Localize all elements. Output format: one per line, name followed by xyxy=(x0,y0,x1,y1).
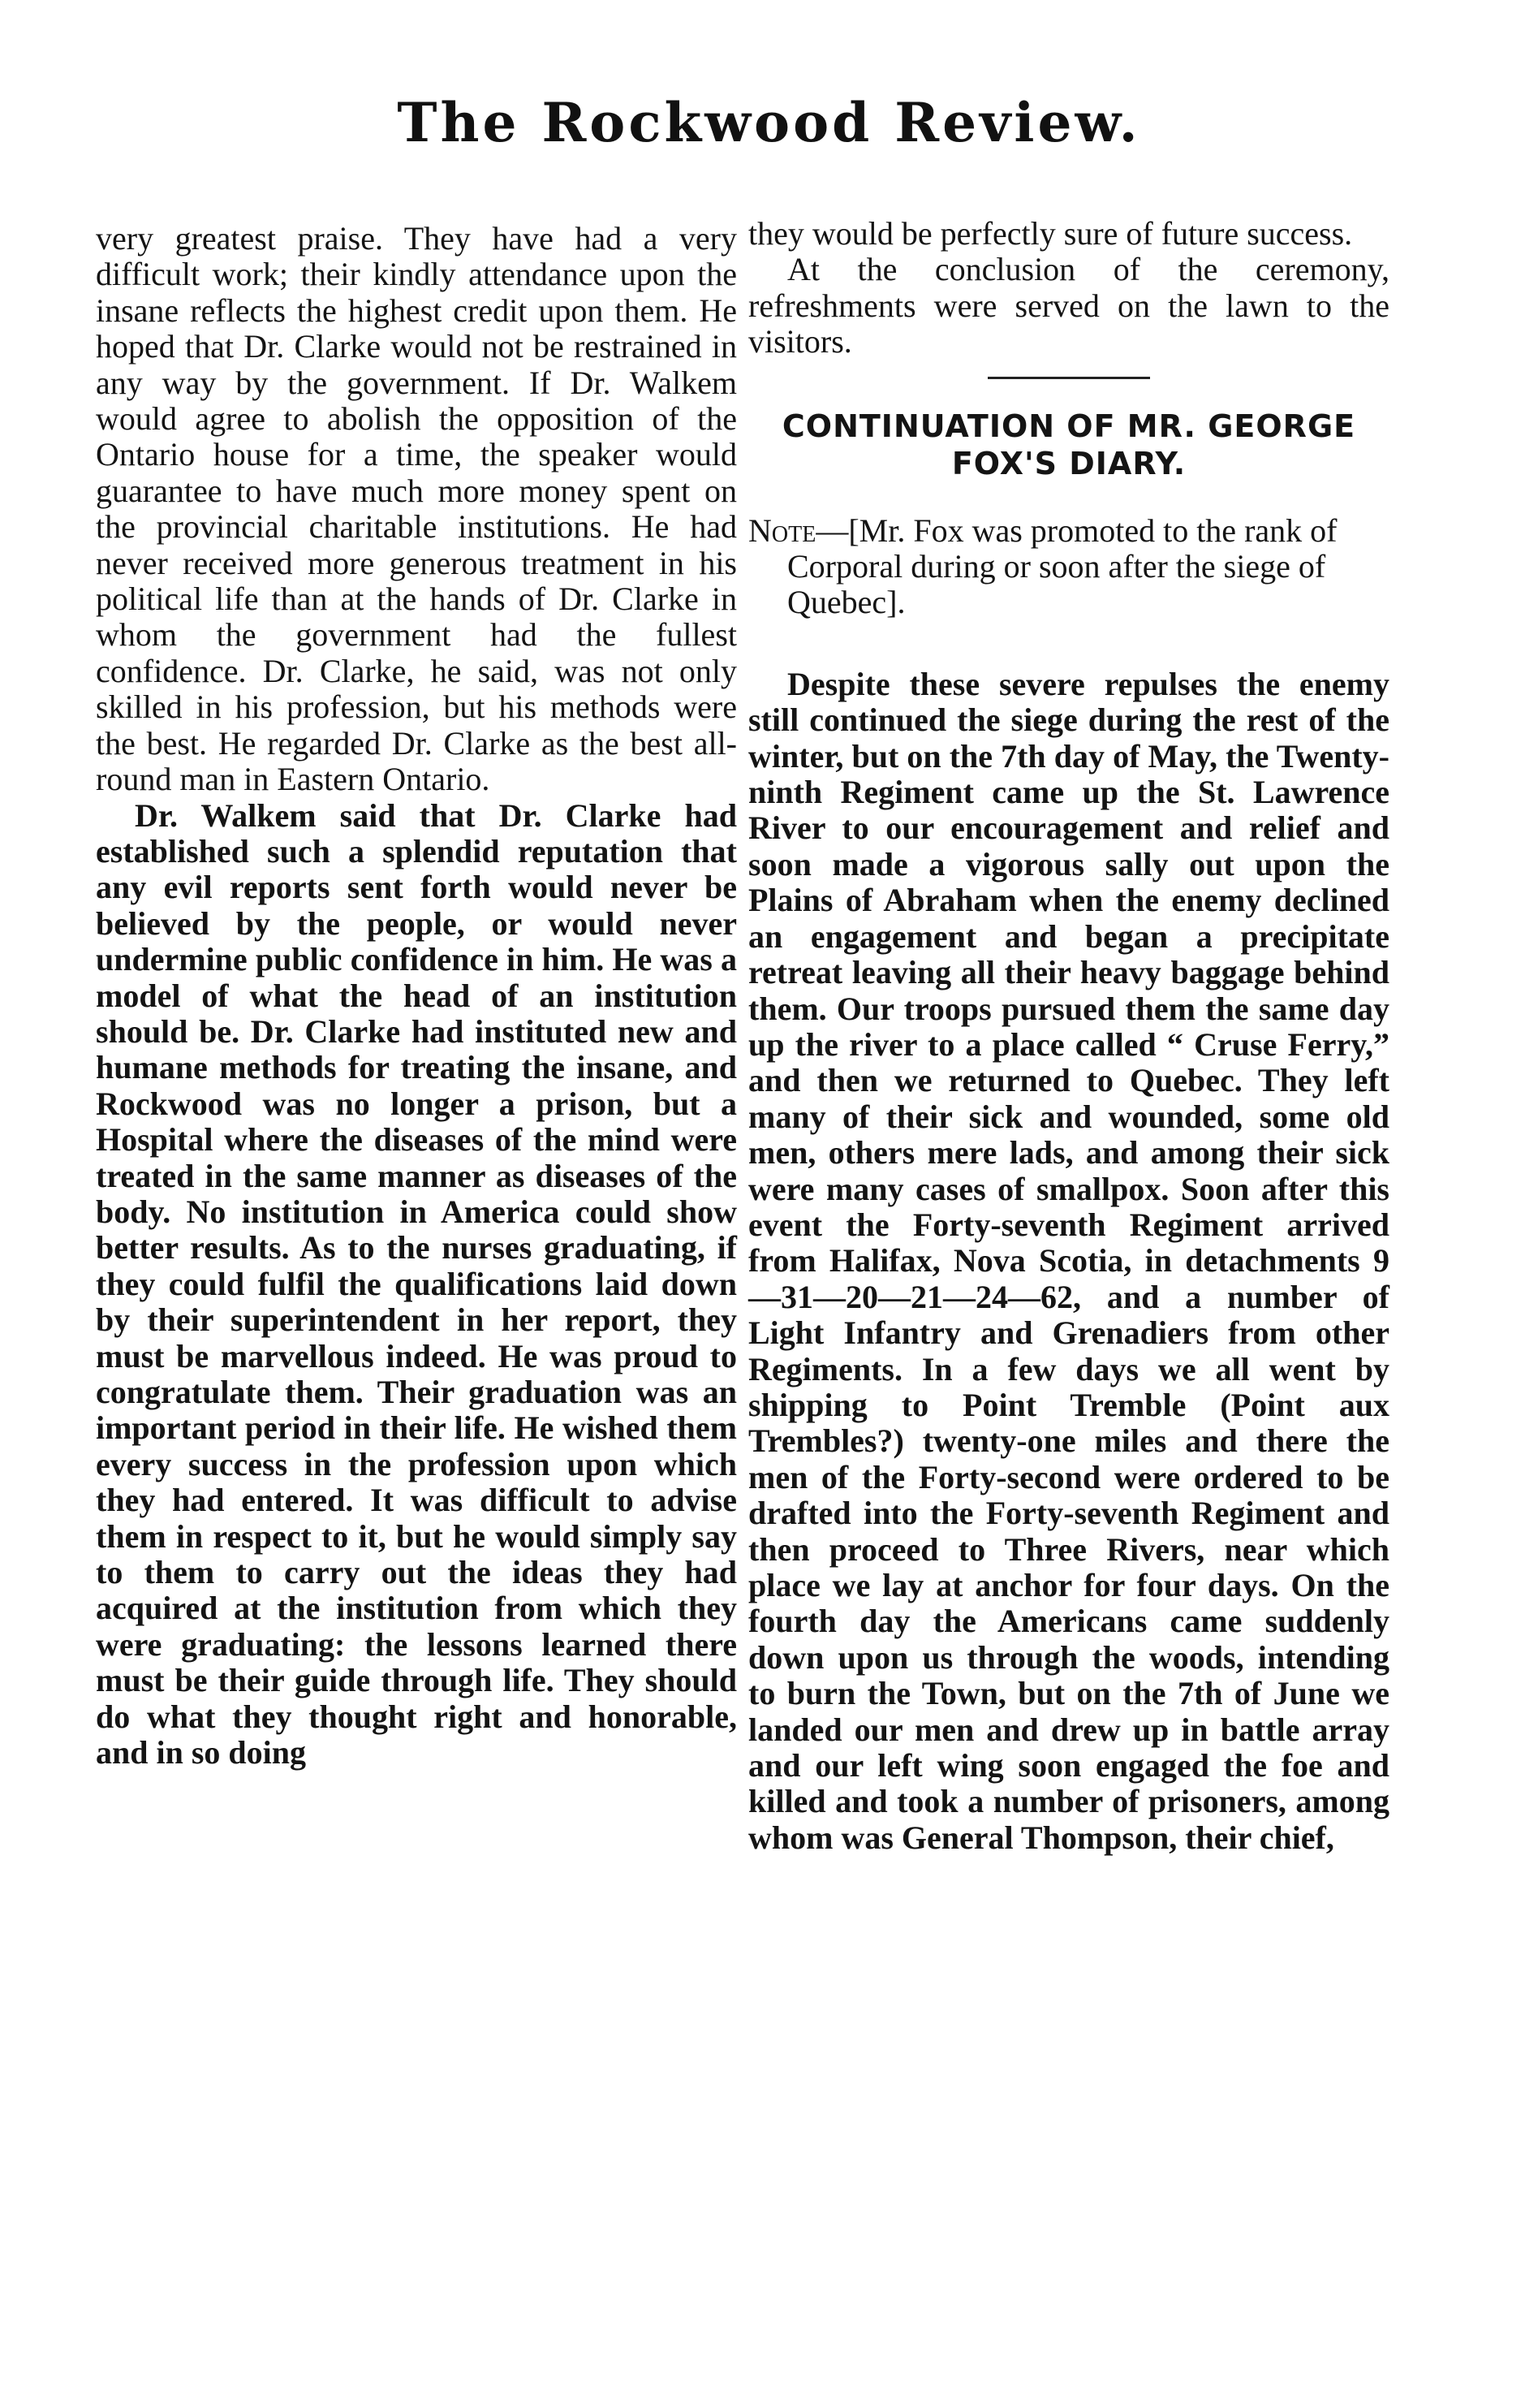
diary-paragraph: Despite these severe repulses the enemy still continued the siege during the rest of the winter, but on the 7th day of May, the Twenty-ninth Regiment came up the St. Lawrence River to our encouragement and relief and soon made a vigorous sally out upon the Plains of Abraham when the enemy declined an engagement and began a precipitate retreat leaving all their heavy baggage behind them. Our troops pursued them the same day up the river to a place called “ Cruse Ferry,” and then we returned to Quebec. They left many of their sick and wounded, some old men, others mere lads, and among their sick were many cases of smallpox. Soon after this event the Forty-seventh Regiment arrived from Halifax, Nova Scotia, in detachments 9—31—20—21—24—62, and a number of Light Infantry and Grenadiers from other Regiments. In a few days we all went by shipping to Point Tremble (Point aux Trembles?) twenty-one miles and there the men of the Forty-second were ordered to be drafted into the Forty-seventh Regiment and then proceed to Three Rivers, near which place we lay at anchor for four days. On the fourth day the Americans came suddenly down upon us through the woods, intending to burn the Town, but on the 7th of June we landed our men and drew up in battle array and our left wing soon engaged the foe and killed and took a number of prisoners, among whom was General Thompson, their chief, xyxy=(748,665,1389,1856)
continued-text: they would be perfectly sure of future success. xyxy=(748,215,1353,252)
right-column xyxy=(748,216,1389,1856)
closing-paragraph: At the conclusion of the ceremony, refreshments were served on the lawn to the visitors. xyxy=(748,251,1389,360)
note-text: —[Mr. Fox was promoted to the rank of Corporal during or soon after the siege of Quebec]. xyxy=(787,511,1338,621)
section-divider xyxy=(748,360,1389,391)
article-heading: CONTINUATION OF MR. GEORGE FOX'S DIARY. xyxy=(782,408,1356,481)
editor-note xyxy=(748,513,1389,621)
left-paragraph-2: Dr. Walkem said that Dr. Clarke had established such a splendid reputation that any evil reports sent forth would never be believed by the people, or would never undermine public confidence in him. He was a model of what the head of an institution should be. Dr. Clarke had instituted new and humane methods for treating the insane, and Rockwood was no longer a prison, but a Hospital where the diseases of the mind were treated in the same manner as diseases of the body. No institution in America could show better results. As to the nurses graduating, if they could fulfil the qualifications laid down by their superintendent in her report, they must be marvellous indeed. He was proud to congratulate them. Their graduation was an important period in their life. He wished them every success in the profession upon which they had entered. It was difficult to advise them in respect to it, but he would simply say to them to carry out the ideas they had acquired at the institution from which they were graduating: the lessons learned there must be their guide through life. They should do what they thought right and honorable, and in so doing xyxy=(96,796,737,1771)
left-paragraph-1: very greatest praise. They have had a very difficult work; their kindly attendance upon the insane reflects the highest credit upon them. He hoped that Dr. Clarke would not be restrained in any way by the government. If Dr. Walkem would agree to abolish the opposition of the Ontario house for a time, the speaker would guarantee to have much more money spent on the provincial charitable institutions. He had never received more generous treatment in his political life than at the hands of Dr. Clarke in whom the government had the fullest confidence. Dr. Clarke, he said, was not only skilled in his profession, but his methods were the best. He regarded Dr. Clarke as the best all-round man in Eastern Ontario. xyxy=(96,220,737,798)
masthead-title: The Rockwood Review. xyxy=(397,91,1141,154)
note-label: Note xyxy=(748,511,816,549)
left-column xyxy=(96,221,737,1771)
